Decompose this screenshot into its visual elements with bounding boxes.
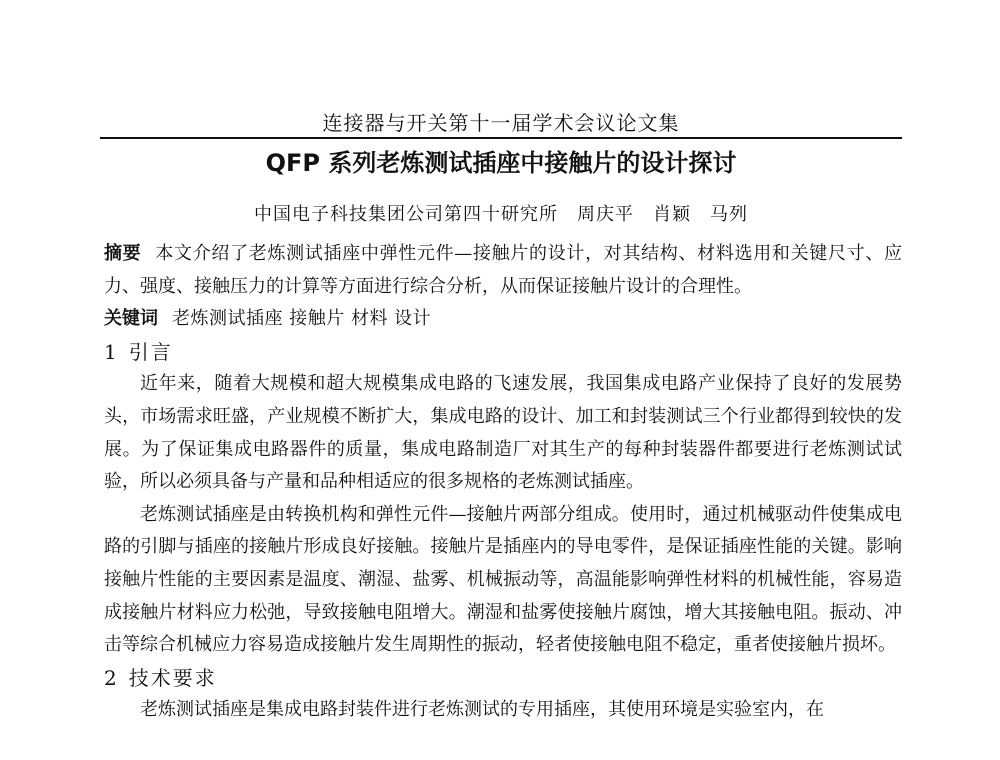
keywords-text: 老炼测试插座 接触片 材料 设计	[172, 308, 432, 330]
paragraph: 近年来，随着大规模和超大规模集成电路的飞速发展，我国集成电路产业保持了良好的发展势头，市场需求旺盛，产业规模不断扩大，集成电路的设计、加工和封装测试三个行业都得到较快的发展。为了保证集成电路器件的质量，集成电路制造厂对其生产的每种封装器件都要进行老炼测试试验，所以必须具备与产量和品种相适应的很多规格的老炼测试插座。	[104, 373, 902, 493]
paper-authors: 中国电子科技集团公司第四十研究所 周庆平 肖颖 马列	[254, 204, 748, 225]
section-number: 1	[104, 339, 119, 364]
section-number: 2	[104, 665, 119, 690]
paragraph: 老炼测试插座是由转换机构和弹性元件—接触片两部分组成。使用时，通过机械驱动件使集成电路的引脚与插座的接触片形成良好接触。接触片是插座内的导电零件，是保证插座性能的关键。影响接触片性能的主要因素是温度、潮湿、盐雾、机械振动等，高温能影响弹性材料的机械性能，容易造成接触片材料应力松弛，导致接触电阻增大。潮湿和盐雾使接触片腐蚀，增大其接触电阻。振动、冲击等综合机械应力容易造成接触片发生周期性的振动，轻者使接触电阻不稳定，重者使接触片损坏。	[104, 503, 902, 656]
keywords	[104, 303, 902, 336]
keywords-label: 关键词	[104, 308, 158, 330]
section-title: 引言	[128, 339, 173, 364]
paper-body	[104, 238, 902, 727]
abstract-text: 本文介绍了老炼测试插座中弹性元件—接触片的设计，对其结构、材料选用和关键尺寸、应力、强度、接触压力的计算等方面进行综合分析，从而保证接触片设计的合理性。	[104, 243, 903, 297]
section-heading-1	[104, 336, 902, 369]
paragraph: 老炼测试插座是集成电路封装件进行老炼测试的专用插座，其使用环境是实验室内，在	[140, 699, 824, 721]
abstract	[104, 238, 902, 303]
header-rule	[100, 137, 902, 139]
running-header: 连接器与开关第十一届学术会议论文集	[322, 111, 680, 135]
section-heading-2	[104, 662, 902, 695]
paper-title: QFP 系列老炼测试插座中接触片的设计探讨	[265, 149, 737, 177]
section-title: 技术要求	[128, 665, 217, 690]
abstract-label: 摘要	[104, 243, 142, 264]
